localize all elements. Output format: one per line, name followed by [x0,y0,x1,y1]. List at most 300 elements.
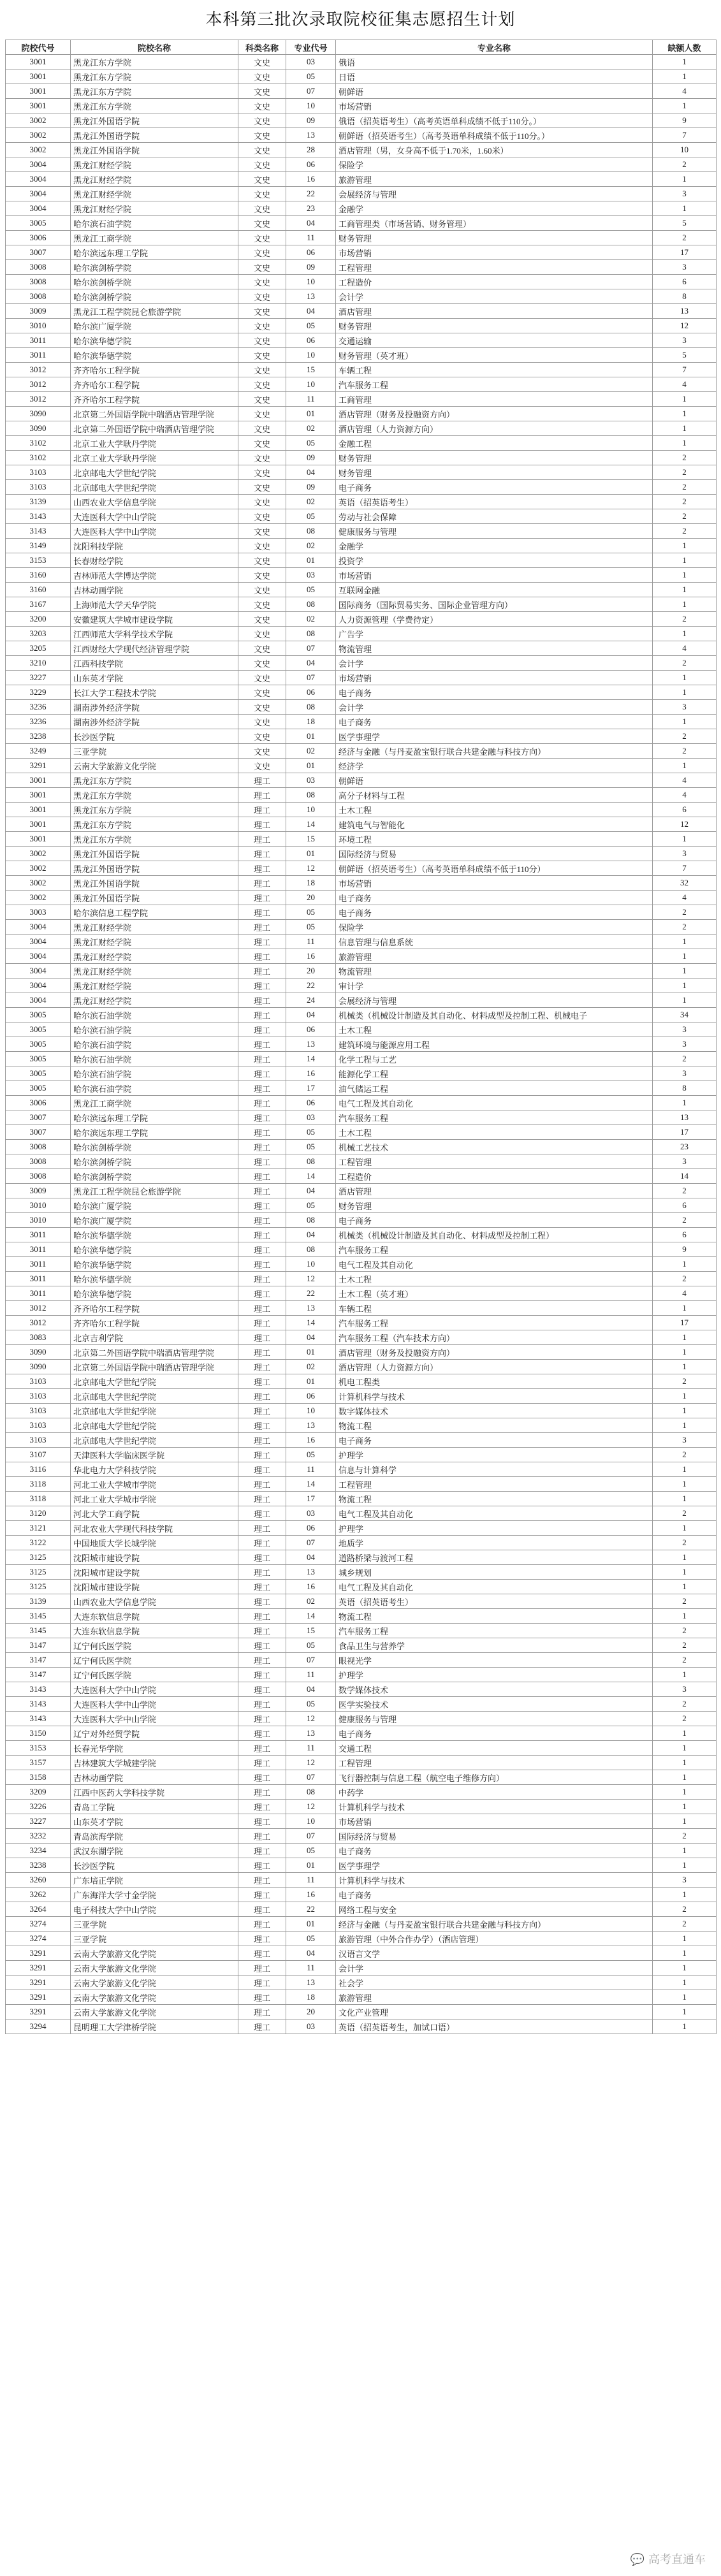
cell-school-name: 北京邮电大学世纪学院 [71,1404,238,1418]
table-row [6,553,717,568]
cell-school-name: 北京邮电大学世纪学院 [71,1389,238,1404]
cell-school-name: 哈尔滨广厦学院 [71,319,238,333]
cell-major-name: 工程管理 [336,260,653,275]
cell-category: 理工 [238,1844,286,1858]
cell-major-name: 国际商务（国际贸易实务、国际企业管理方向） [336,597,653,612]
cell-school-name: 哈尔滨石油学院 [71,1022,238,1037]
cell-vacancy: 9 [653,113,717,128]
cell-vacancy: 1 [653,685,717,700]
table-row [6,1873,717,1888]
cell-major-name: 土木工程 [336,1272,653,1286]
table-row [6,2005,717,2019]
cell-school-name: 长江大学工程技术学院 [71,685,238,700]
table-row [6,1110,717,1125]
cell-major-code: 04 [286,1008,336,1022]
cell-vacancy: 7 [653,363,717,377]
cell-major-name: 土木工程 [336,1022,653,1037]
cell-major-code: 01 [286,407,336,421]
cell-vacancy: 2 [653,1536,717,1550]
cell-major-name: 会计学 [336,289,653,304]
cell-major-code: 16 [286,1433,336,1448]
cell-category: 理工 [238,1257,286,1272]
table-row [6,480,717,495]
cell-category: 理工 [238,1228,286,1242]
cell-category: 文史 [238,201,286,216]
cell-category: 文史 [238,685,286,700]
table-row [6,1140,717,1154]
cell-school-code: 3008 [6,289,71,304]
cell-major-name: 汽车服务工程 [336,1242,653,1257]
cell-school-name: 黑龙江外国语学院 [71,861,238,876]
cell-school-code: 3001 [6,803,71,817]
cell-school-code: 3004 [6,979,71,993]
cell-school-name: 哈尔滨石油学院 [71,1037,238,1052]
cell-vacancy: 1 [653,832,717,847]
cell-category: 理工 [238,1946,286,1961]
cell-vacancy: 1 [653,2005,717,2019]
cell-major-name: 电子商务 [336,1888,653,1902]
cell-category: 理工 [238,1653,286,1668]
cell-category: 理工 [238,1242,286,1257]
cell-major-name: 酒店管理 [336,1184,653,1198]
cell-category: 理工 [238,832,286,847]
cell-school-code: 3004 [6,157,71,172]
cell-school-name: 山西农业大学信息学院 [71,1594,238,1609]
cell-major-name: 信息管理与信息系统 [336,935,653,949]
cell-vacancy: 1 [653,949,717,964]
table-row [6,861,717,876]
cell-school-code: 3008 [6,260,71,275]
cell-school-name: 三亚学院 [71,744,238,759]
cell-school-code: 3118 [6,1477,71,1492]
cell-school-name: 黑龙江财经学院 [71,949,238,964]
table-row [6,1301,717,1316]
cell-category: 理工 [238,1301,286,1316]
cell-school-code: 3238 [6,1858,71,1873]
cell-major-code: 16 [286,1888,336,1902]
cell-major-code: 03 [286,55,336,69]
cell-vacancy: 34 [653,1008,717,1022]
cell-category: 文史 [238,656,286,671]
cell-vacancy: 1 [653,421,717,436]
cell-school-code: 3291 [6,1961,71,1976]
cell-school-name: 哈尔滨华德学院 [71,1242,238,1257]
cell-vacancy: 1 [653,1565,717,1580]
cell-vacancy: 1 [653,1609,717,1624]
cell-school-name: 山西农业大学信息学院 [71,495,238,509]
cell-major-code: 28 [286,143,336,157]
cell-major-code: 05 [286,436,336,451]
cell-school-code: 3226 [6,1800,71,1814]
cell-major-code: 05 [286,1697,336,1712]
cell-major-name: 汽车服务工程（汽车技术方向） [336,1330,653,1345]
cell-school-code: 3011 [6,333,71,348]
cell-major-name: 会计学 [336,656,653,671]
cell-major-code: 18 [286,876,336,891]
cell-school-code: 3009 [6,304,71,319]
cell-school-name: 北京第二外国语学院中瑞酒店管理学院 [71,421,238,436]
cell-school-name: 黑龙江东方学院 [71,817,238,832]
cell-major-code: 01 [286,553,336,568]
cell-vacancy: 2 [653,1829,717,1844]
cell-vacancy: 7 [653,128,717,143]
cell-school-code: 3005 [6,1022,71,1037]
cell-major-name: 经济与金融（与丹麦盈宝银行联合共建金融与科技方向） [336,1917,653,1932]
cell-category: 理工 [238,1814,286,1829]
cell-category: 文史 [238,553,286,568]
cell-vacancy: 17 [653,1316,717,1330]
cell-major-code: 02 [286,1360,336,1374]
cell-school-code: 3006 [6,1096,71,1110]
cell-school-code: 3002 [6,143,71,157]
cell-school-name: 黑龙江外国语学院 [71,128,238,143]
cell-major-code: 01 [286,1917,336,1932]
cell-major-code: 04 [286,465,336,480]
table-row [6,1198,717,1213]
cell-school-code: 3157 [6,1756,71,1770]
cell-vacancy: 1 [653,1477,717,1492]
cell-school-name: 哈尔滨剑桥学院 [71,260,238,275]
table-row [6,1785,717,1800]
table-row [6,1668,717,1682]
cell-school-code: 3001 [6,817,71,832]
cell-major-code: 14 [286,817,336,832]
table-row [6,1272,717,1286]
cell-school-code: 3008 [6,1169,71,1184]
cell-school-name: 黑龙江外国语学院 [71,847,238,861]
cell-category: 文史 [238,436,286,451]
cell-school-code: 3102 [6,436,71,451]
cell-school-code: 3004 [6,172,71,187]
cell-school-code: 3004 [6,993,71,1008]
cell-major-code: 13 [286,1418,336,1433]
table-row [6,612,717,627]
cell-vacancy: 3 [653,700,717,715]
cell-major-name: 市场营销 [336,245,653,260]
table-row [6,1066,717,1081]
cell-major-code: 04 [286,1946,336,1961]
cell-school-code: 3011 [6,1242,71,1257]
cell-major-code: 07 [286,1770,336,1785]
cell-vacancy: 2 [653,905,717,920]
cell-school-code: 3291 [6,1946,71,1961]
cell-category: 文史 [238,304,286,319]
cell-major-name: 互联网金融 [336,583,653,597]
cell-vacancy: 1 [653,553,717,568]
cell-vacancy: 4 [653,641,717,656]
cell-vacancy: 1 [653,964,717,979]
cell-school-code: 3294 [6,2019,71,2034]
cell-vacancy: 1 [653,1785,717,1800]
cell-major-name: 电子商务 [336,715,653,729]
cell-school-name: 北京邮电大学世纪学院 [71,1418,238,1433]
cell-vacancy: 2 [653,509,717,524]
cell-school-name: 黑龙江东方学院 [71,69,238,84]
cell-vacancy: 1 [653,1946,717,1961]
table-row [6,583,717,597]
cell-school-name: 中国地质大学长城学院 [71,1536,238,1550]
cell-major-code: 05 [286,905,336,920]
cell-major-name: 中药学 [336,1785,653,1800]
cell-school-code: 3004 [6,920,71,935]
cell-vacancy: 1 [653,1990,717,2005]
table-row [6,979,717,993]
cell-vacancy: 1 [653,436,717,451]
cell-major-name: 文化产业管理 [336,2005,653,2019]
cell-vacancy: 6 [653,1198,717,1213]
cell-school-code: 3003 [6,905,71,920]
cell-major-code: 16 [286,1066,336,1081]
cell-major-code: 05 [286,920,336,935]
cell-vacancy: 2 [653,612,717,627]
cell-major-name: 数字媒体技术 [336,1404,653,1418]
cell-school-name: 山东英才学院 [71,1814,238,1829]
cell-school-name: 哈尔滨石油学院 [71,1008,238,1022]
cell-school-code: 3007 [6,1125,71,1140]
cell-major-code: 01 [286,1345,336,1360]
cell-category: 理工 [238,788,286,803]
cell-major-code: 05 [286,1844,336,1858]
cell-school-name: 黑龙江财经学院 [71,187,238,201]
cell-major-name: 电子商务 [336,685,653,700]
cell-major-code: 08 [286,1154,336,1169]
cell-school-code: 3004 [6,964,71,979]
cell-major-code: 10 [286,1257,336,1272]
cell-school-code: 3103 [6,480,71,495]
cell-vacancy: 13 [653,1110,717,1125]
cell-school-code: 3004 [6,187,71,201]
cell-category: 文史 [238,509,286,524]
cell-school-name: 黑龙江外国语学院 [71,113,238,128]
cell-major-name: 道路桥梁与渡河工程 [336,1550,653,1565]
cell-major-name: 社会学 [336,1976,653,1990]
cell-vacancy: 2 [653,1374,717,1389]
cell-category: 文史 [238,69,286,84]
cell-school-code: 3008 [6,275,71,289]
cell-school-name: 辽宁何氏医学院 [71,1653,238,1668]
cell-major-code: 03 [286,1506,336,1521]
cell-major-code: 03 [286,2019,336,2034]
cell-major-name: 车辆工程 [336,1301,653,1316]
cell-major-name: 金融学 [336,539,653,553]
table-row [6,304,717,319]
cell-school-name: 齐齐哈尔工程学院 [71,363,238,377]
table-row [6,524,717,539]
cell-major-name: 机械类（机械设计制造及其自动化、材料成型及控制工程） [336,1228,653,1242]
cell-major-code: 08 [286,1785,336,1800]
cell-school-name: 齐齐哈尔工程学院 [71,1316,238,1330]
table-row [6,1550,717,1565]
cell-vacancy: 6 [653,803,717,817]
cell-major-name: 俄语（招英语考生）（高考英语单科成绩不低于110分。） [336,113,653,128]
table-row [6,69,717,84]
cell-major-name: 物流工程 [336,1609,653,1624]
cell-major-code: 17 [286,1492,336,1506]
cell-school-name: 哈尔滨华德学院 [71,1272,238,1286]
cell-major-name: 计算机科学与技术 [336,1873,653,1888]
table-row [6,55,717,69]
cell-category: 理工 [238,876,286,891]
cell-school-name: 黑龙江财经学院 [71,920,238,935]
cell-major-name: 朝鲜语 [336,84,653,99]
cell-major-code: 02 [286,421,336,436]
cell-school-code: 3122 [6,1536,71,1550]
cell-category: 理工 [238,773,286,788]
cell-major-name: 交通工程 [336,1741,653,1756]
cell-vacancy: 1 [653,1521,717,1536]
table-row [6,1052,717,1066]
table-row [6,817,717,832]
cell-school-name: 辽宁对外经贸学院 [71,1726,238,1741]
cell-school-name: 黑龙江东方学院 [71,788,238,803]
cell-school-name: 黑龙江工程学院昆仑旅游学院 [71,304,238,319]
cell-category: 理工 [238,817,286,832]
cell-category: 理工 [238,905,286,920]
cell-category: 文史 [238,333,286,348]
table-row [6,1565,717,1580]
cell-vacancy: 2 [653,1052,717,1066]
cell-vacancy: 2 [653,451,717,465]
cell-school-name: 黑龙江财经学院 [71,201,238,216]
cell-school-code: 3103 [6,1374,71,1389]
table-row [6,1653,717,1668]
cell-major-code: 09 [286,113,336,128]
table-row [6,1022,717,1037]
cell-category: 文史 [238,451,286,465]
cell-major-name: 护理学 [336,1521,653,1536]
cell-school-name: 黑龙江外国语学院 [71,891,238,905]
table-row [6,1594,717,1609]
cell-category: 文史 [238,55,286,69]
cell-school-name: 哈尔滨远东理工学院 [71,245,238,260]
cell-vacancy: 1 [653,1961,717,1976]
cell-major-code: 12 [286,1756,336,1770]
cell-category: 文史 [238,157,286,172]
cell-vacancy: 3 [653,1154,717,1169]
cell-school-code: 3004 [6,935,71,949]
cell-major-name: 电子商务 [336,1726,653,1741]
cell-school-name: 华北电力大学科技学院 [71,1462,238,1477]
cell-school-name: 北京第二外国语学院中瑞酒店管理学院 [71,407,238,421]
table-row [6,1242,717,1257]
header-category: 科类名称 [238,40,286,55]
cell-major-code: 05 [286,1638,336,1653]
cell-major-code: 08 [286,1242,336,1257]
cell-vacancy: 3 [653,1037,717,1052]
cell-major-code: 05 [286,1932,336,1946]
cell-major-name: 医学事理学 [336,1858,653,1873]
cell-vacancy: 2 [653,1712,717,1726]
cell-school-name: 哈尔滨石油学院 [71,1081,238,1096]
cell-school-code: 3090 [6,421,71,436]
cell-school-code: 3008 [6,1154,71,1169]
table-row [6,363,717,377]
cell-school-name: 大连医科大学中山学院 [71,509,238,524]
cell-vacancy: 2 [653,729,717,744]
cell-major-code: 08 [286,524,336,539]
cell-school-code: 3011 [6,1228,71,1242]
cell-school-code: 3149 [6,539,71,553]
cell-school-code: 3004 [6,201,71,216]
cell-school-code: 3143 [6,1682,71,1697]
cell-category: 理工 [238,1961,286,1976]
cell-school-code: 3001 [6,788,71,803]
cell-major-name: 汉语言文学 [336,1946,653,1961]
cell-category: 理工 [238,1418,286,1433]
cell-school-code: 3002 [6,861,71,876]
cell-major-code: 15 [286,832,336,847]
cell-school-name: 黑龙江财经学院 [71,993,238,1008]
cell-vacancy: 2 [653,1697,717,1712]
cell-vacancy: 13 [653,304,717,319]
table-row [6,1932,717,1946]
cell-vacancy: 8 [653,1081,717,1096]
cell-school-code: 3143 [6,1712,71,1726]
cell-major-code: 18 [286,1990,336,2005]
cell-major-code: 10 [286,348,336,363]
table-row [6,1712,717,1726]
cell-major-name: 土木工程（英才班） [336,1286,653,1301]
table-row [6,788,717,803]
cell-vacancy: 5 [653,216,717,231]
table-row [6,1345,717,1360]
cell-school-code: 3010 [6,1198,71,1213]
table-container [5,40,716,2034]
cell-category: 文史 [238,113,286,128]
cell-vacancy: 10 [653,143,717,157]
cell-vacancy: 3 [653,187,717,201]
cell-major-code: 22 [286,1902,336,1917]
cell-major-code: 12 [286,1712,336,1726]
table-row [6,1536,717,1550]
cell-vacancy: 2 [653,231,717,245]
cell-school-code: 3210 [6,656,71,671]
cell-vacancy: 1 [653,1741,717,1756]
cell-major-code: 11 [286,392,336,407]
cell-vacancy: 2 [653,1638,717,1653]
cell-category: 理工 [238,1682,286,1697]
cell-category: 理工 [238,847,286,861]
cell-major-name: 医学实验技术 [336,1697,653,1712]
table-row [6,1858,717,1873]
cell-school-name: 哈尔滨广厦学院 [71,1213,238,1228]
cell-category: 理工 [238,1932,286,1946]
cell-school-name: 河北大学工商学院 [71,1506,238,1521]
cell-vacancy: 4 [653,84,717,99]
cell-category: 理工 [238,1580,286,1594]
cell-major-name: 工程管理 [336,1477,653,1492]
cell-major-code: 03 [286,1110,336,1125]
cell-school-name: 大连医科大学中山学院 [71,524,238,539]
cell-category: 理工 [238,1697,286,1712]
cell-school-code: 3118 [6,1492,71,1506]
cell-major-name: 酒店管理（财务及投融资方向） [336,407,653,421]
table-row [6,377,717,392]
table-row [6,2019,717,2034]
cell-major-code: 01 [286,1374,336,1389]
cell-major-name: 健康服务与管理 [336,524,653,539]
cell-category: 理工 [238,1008,286,1022]
cell-school-name: 辽宁何氏医学院 [71,1668,238,1682]
cell-vacancy: 1 [653,1800,717,1814]
cell-major-code: 16 [286,172,336,187]
cell-category: 理工 [238,1037,286,1052]
cell-vacancy: 2 [653,524,717,539]
table-row [6,113,717,128]
cell-vacancy: 1 [653,1462,717,1477]
cell-major-name: 朝鲜语 [336,773,653,788]
cell-vacancy: 4 [653,377,717,392]
